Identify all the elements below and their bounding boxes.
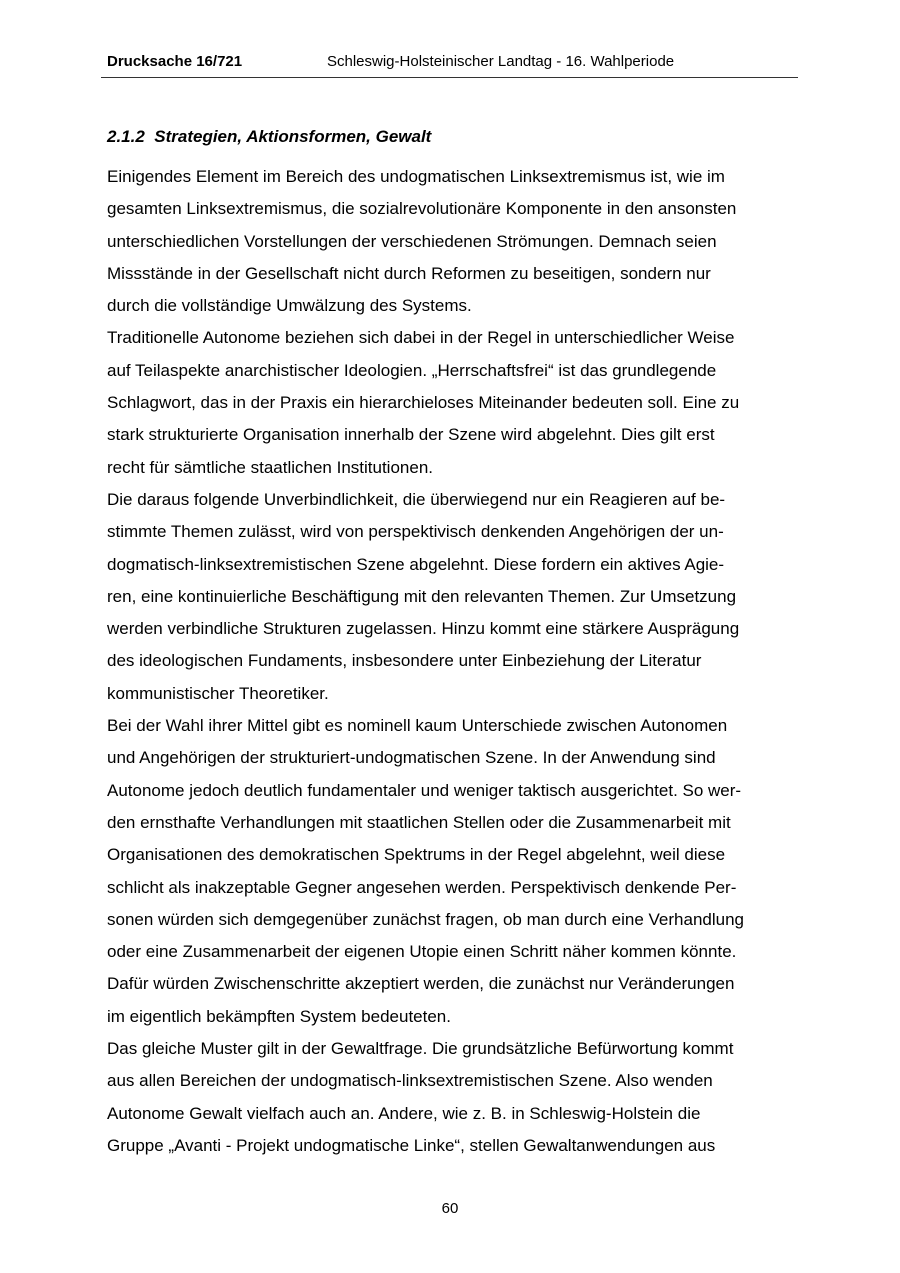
text-line: oder eine Zusammenarbeit der eigenen Utopie einen Schritt näher kommen könnte. (107, 942, 737, 962)
text-line: Schlagwort, das in der Praxis ein hierarchieloses Miteinander bedeuten soll. Eine zu (107, 393, 740, 413)
text-line: dogmatisch-linksextremistischen Szene abgelehnt. Diese fordern ein aktives Agie- (107, 554, 725, 574)
text-line: Dafür würden Zwischenschritte akzeptiert werden, die zunächst nur Veränderungen (107, 974, 735, 994)
text-line: schlicht als inakzeptable Gegner angesehen werden. Perspektivisch denkende Per- (107, 877, 737, 897)
text-line: durch die vollständige Umwälzung des Systems. (107, 296, 472, 316)
text-line: Bei der Wahl ihrer Mittel gibt es nominell kaum Unterschiede zwischen Autonomen (107, 716, 728, 736)
text-line: den ernsthafte Verhandlungen mit staatlichen Stellen oder die Zusammenarbeit mit (107, 812, 731, 832)
text-line: Einigendes Element im Bereich des undogmatischen Linksextremismus ist, wie im (107, 167, 725, 186)
text-line: Autonome jedoch deutlich fundamentaler und weniger taktisch ausgerichtet. So wer- (107, 780, 742, 800)
text-line: des ideologischen Fundaments, insbesondere unter Einbeziehung der Literatur (107, 651, 702, 671)
header-title: Schleswig-Holsteinischer Landtag - 16. Wahlperiode (327, 53, 675, 70)
page-number: 60 (441, 1200, 459, 1217)
text-line: sonen würden sich demgegenüber zunächst fragen, ob man durch eine Verhandlung (107, 909, 744, 929)
text-line: und Angehörigen der strukturiert-undogmatischen Szene. In der Anwendung sind (107, 748, 716, 768)
text-line: recht für sämtliche staatlichen Institutionen. (107, 457, 433, 477)
body-text (107, 165, 797, 1166)
text-line: stark strukturierte Organisation innerhalb der Szene wird abgelehnt. Dies gilt erst (107, 425, 715, 445)
text-line: Missstände in der Gesellschaft nicht durch Reformen zu beseitigen, sondern nur (107, 263, 711, 283)
text-line: kommunistischer Theoretiker. (107, 683, 329, 703)
text-line: werden verbindliche Strukturen zugelassen. Hinzu kommt eine stärkere Ausprägung (107, 619, 740, 639)
text-line: unterschiedlichen Vorstellungen der verschiedenen Strömungen. Demnach seien (107, 231, 717, 251)
text-line: Gruppe „Avanti - Projekt undogmatische Linke“, stellen Gewaltanwendungen aus (107, 1135, 716, 1155)
text-line: Das gleiche Muster gilt in der Gewaltfrage. Die grundsätzliche Befürwortung kommt (107, 1039, 734, 1059)
text-line: aus allen Bereichen der undogmatisch-linksextremistischen Szene. Also wenden (107, 1071, 713, 1091)
text-line: Traditionelle Autonome beziehen sich dabei in der Regel in unterschiedlicher Weise (107, 328, 735, 348)
text-line: im eigentlich bekämpften System bedeuteten. (107, 1006, 451, 1026)
text-line: ren, eine kontinuierliche Beschäftigung mit den relevanten Themen. Zur Umsetzung (107, 586, 737, 606)
text-line: stimmte Themen zulässt, wird von perspektivisch denkenden Angehörigen der un- (107, 522, 724, 542)
text-line: Die daraus folgende Unverbindlichkeit, die überwiegend nur ein Reagieren auf be- (107, 489, 726, 509)
section-heading: 2.1.2 Strategien, Aktionsformen, Gewalt (107, 127, 432, 146)
text-line: auf Teilaspekte anarchistischer Ideologien. „Herrschaftsfrei“ ist das grundlegende (107, 360, 717, 380)
text-line: Autonome Gewalt vielfach auch an. Andere, wie z. B. in Schleswig-Holstein die (107, 1103, 701, 1123)
text-line: Organisationen des demokratischen Spektrums in der Regel abgelehnt, weil diese (107, 845, 726, 865)
text-line: gesamten Linksextremismus, die sozialrevolutionäre Komponente in den ansonsten (107, 199, 737, 219)
document-number: Drucksache 16/721 (107, 53, 243, 70)
page-header (101, 52, 798, 78)
